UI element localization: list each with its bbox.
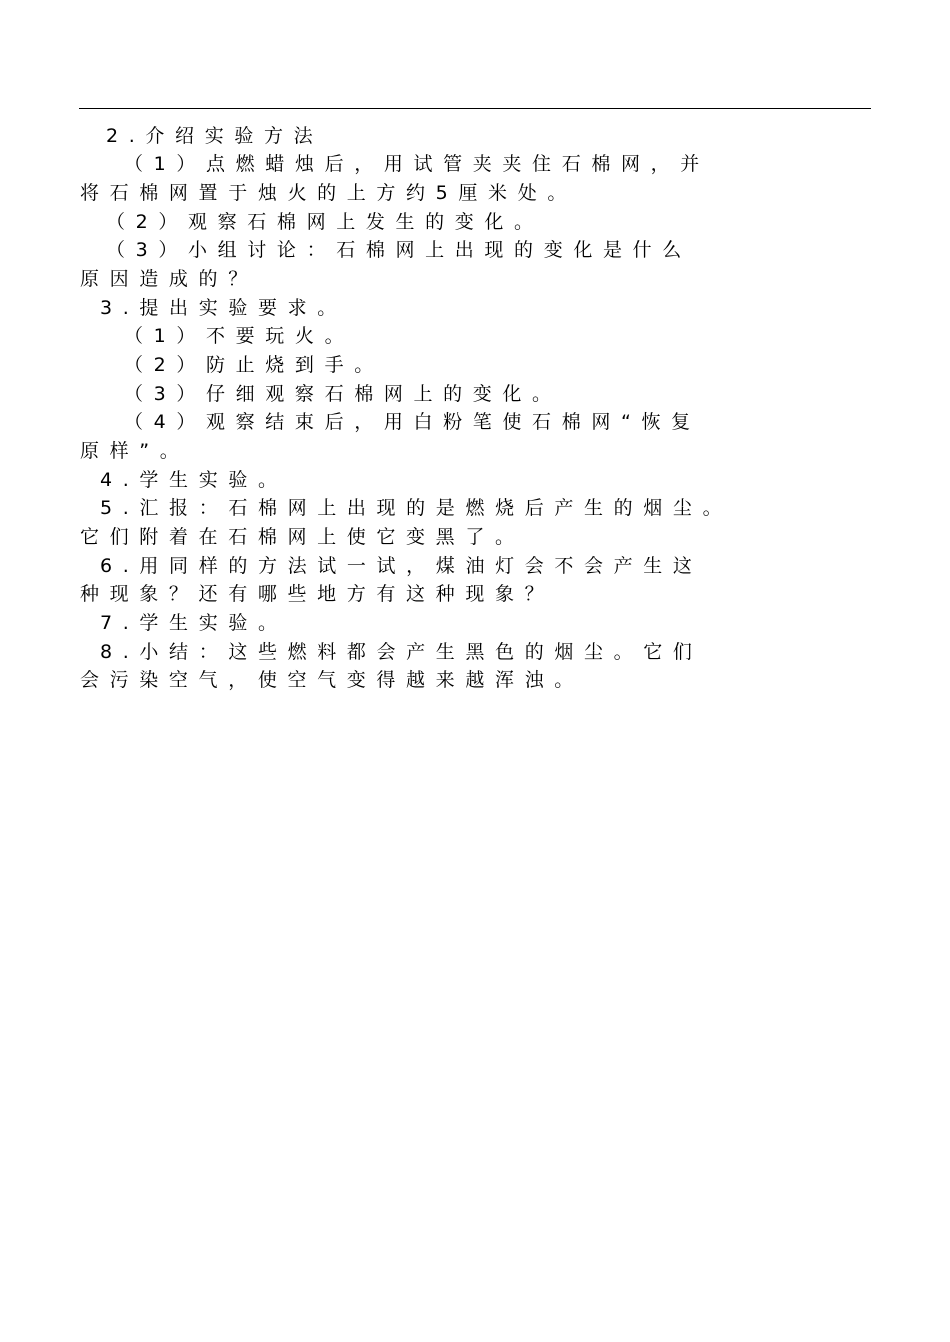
step-3-item-1: （1）不要玩火。 <box>124 325 355 347</box>
step-3-item-4-cont: 原样”。 <box>80 440 190 462</box>
step-6: 6.用同样的方法试一试，煤油灯会不会产生这 <box>100 555 703 577</box>
step-7: 7.学生实验。 <box>100 612 288 634</box>
step-8-cont: 会污染空气，使空气变得越来越浑浊。 <box>80 669 584 691</box>
step-2-item-1-cont: 将石棉网置于烛火的上方约5厘米处。 <box>80 182 577 204</box>
step-3-item-2: （2）防止烧到手。 <box>124 354 384 376</box>
step-6-cont: 种现象？还有哪些地方有这种现象？ <box>80 583 555 605</box>
step-2-heading: 2.介绍实验方法 <box>106 125 324 147</box>
step-5: 5.汇报：石棉网上出现的是燃烧后产生的烟尘。 <box>100 497 733 519</box>
step-3-item-4: （4）观察结束后，用白粉笔使石棉网“恢复 <box>124 411 701 433</box>
step-2-item-2: （2）观察石棉网上发生的变化。 <box>106 211 544 233</box>
step-2-item-3: （3）小组讨论：石棉网上出现的变化是什么 <box>106 239 692 261</box>
step-2-item-3-cont: 原因造成的？ <box>80 268 258 290</box>
step-3-item-3: （3）仔细观察石棉网上的变化。 <box>124 383 562 405</box>
header-rule <box>79 108 871 109</box>
step-4: 4.学生实验。 <box>100 469 288 491</box>
step-8: 8.小结：这些燃料都会产生黑色的烟尘。它们 <box>100 641 703 663</box>
step-3-heading: 3.提出实验要求。 <box>100 297 347 319</box>
step-5-cont: 它们附着在石棉网上使它变黑了。 <box>80 526 525 548</box>
step-2-item-1: （1）点燃蜡烛后，用试管夹夹住石棉网，并 <box>124 153 710 175</box>
